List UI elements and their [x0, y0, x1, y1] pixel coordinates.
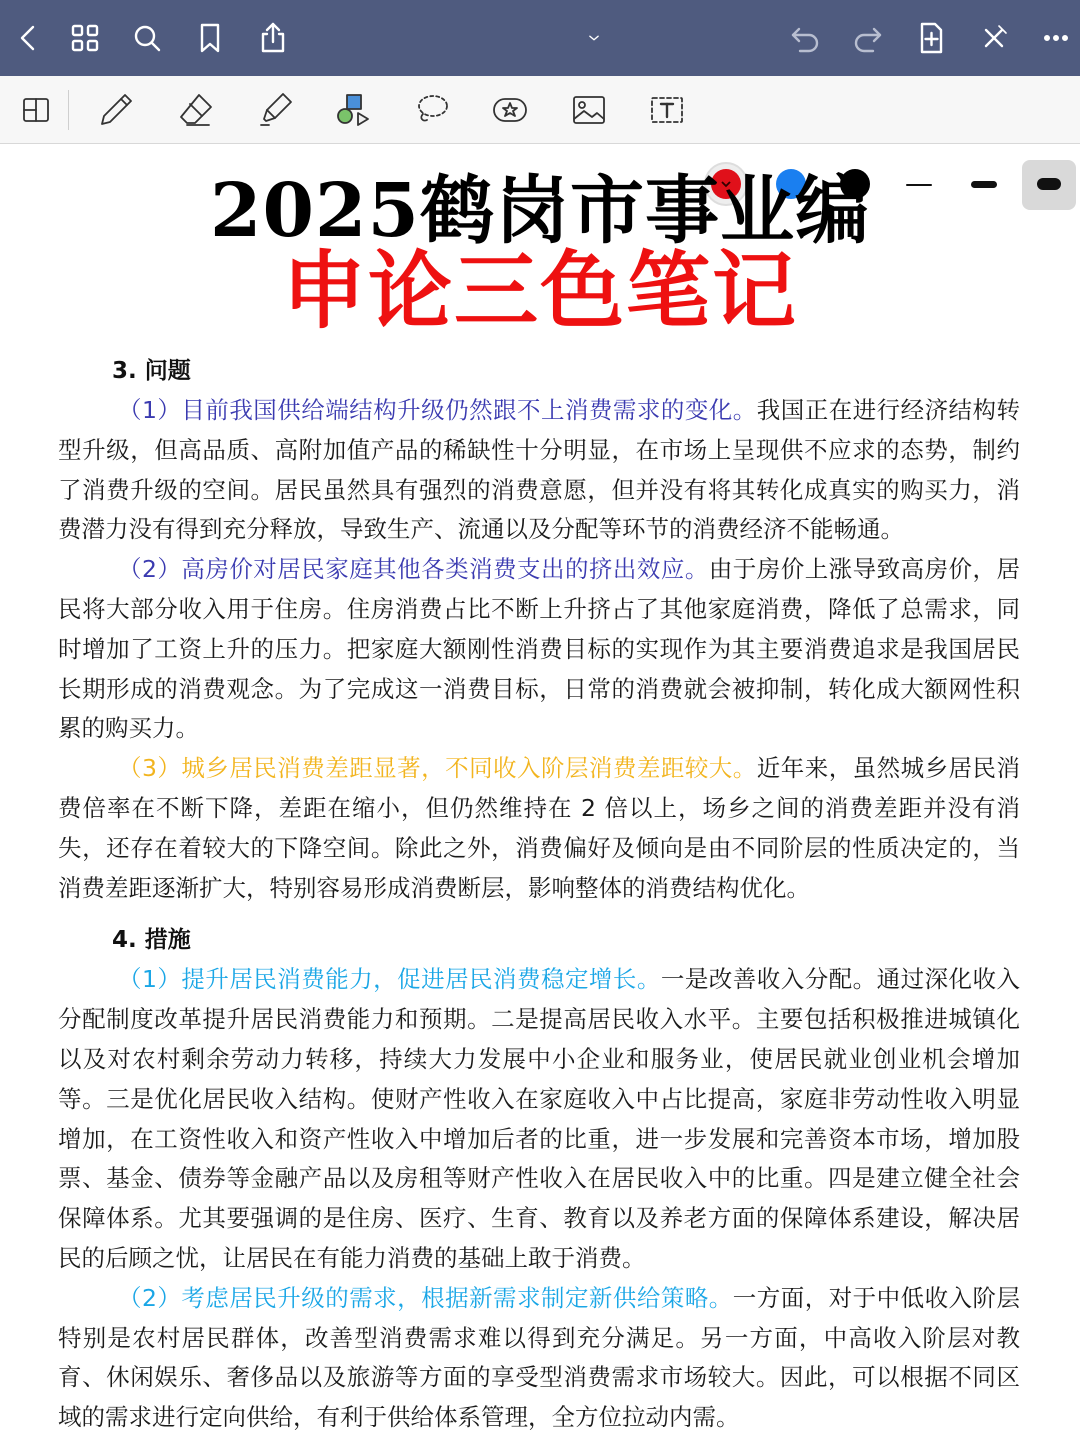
share-icon[interactable] — [245, 0, 301, 76]
section-3-paragraph-1 — [58, 391, 1020, 550]
more-icon[interactable] — [1028, 0, 1080, 76]
toolbar-divider — [68, 90, 69, 130]
paragraph-text: 由于房价上涨导致高房价，居民将大部分收入用于住房。住房消费占比不断上升挤占了其他家庭消费，降低了总需求，同时增加了工资上升的压力。把家庭大额刚性消费目标的实现作为其主要消费追求是我国居民长期形成的消费观念。为了完成这一消费目标，日常的消费就会被抑制，转化成大额网性积累的购买力。 — [58, 555, 1021, 743]
highlight-purple: （1）目前我国供给端结构升级仍然跟不上消费需求的变化。 — [118, 396, 757, 424]
redo-icon[interactable] — [840, 0, 896, 76]
back-icon[interactable] — [0, 0, 56, 76]
section-spacer — [58, 908, 1020, 920]
highlight-orange: （3）城乡居民消费差距显著，不同收入阶层消费差距较大。 — [118, 754, 757, 783]
add-page-icon[interactable] — [903, 0, 959, 76]
image-icon[interactable] — [559, 82, 619, 138]
top-navigation-bar — [0, 0, 1080, 76]
section-4-paragraph-1 — [58, 960, 1020, 1278]
highlight-cyan: （2）考虑居民升级的需求，根据新需求制定新供给策略。 — [118, 1283, 733, 1312]
notes-body — [58, 351, 1020, 1438]
section-4-heading: 4. 措施 — [112, 927, 191, 954]
pen-icon[interactable] — [86, 82, 146, 138]
drawing-toolbar — [0, 76, 1080, 144]
undo-icon[interactable] — [777, 0, 833, 76]
highlight-cyan: （1）提升居民消费能力，促进居民消费稳定增长。 — [118, 965, 661, 994]
title-line2: 申论三色笔记 — [281, 242, 798, 340]
paragraph-text: 一方面，对于中低收入阶层特别是农村居民群体，改善型消费需求难以得到充分满足。另一方面，中高收入阶层对教育、休闲娱乐、奢侈品以及旅游等方面的享受型消费需求市场较大。因此，可以根据不同区域的需求进行定向供给，有利于供给体系管理，全方位拉动内需。 — [58, 1283, 1020, 1432]
paragraph-text: 一是改善收入分配。通过深化收入分配制度改革提升居民消费能力和预期。二是提高居民收入水平。主要包括积极推进城镇化以及对农村剩余劳动力转移，持续大力发展中小企业和服务业，使居民就业创业机会增加等。三是优化居民收入结构。使财产性收入在家庭收入中占比提高，家庭非劳动性收入明显增加，在工资性收入和资产性收入中增加后者的比重，进一步发展和完善资本市场，增加股票、基金、债券等金融产品以及房租等财产性收入在居民收入中的比重。四是建立健全社会保障体系。尤其要强调的是住房、医疗、生育、教育以及养老方面的保障体系建设，解决居民的后顾之忧，让居民在有能力消费的基础上敢于消费。 — [58, 965, 1020, 1272]
section-4-paragraph-2 — [58, 1279, 1020, 1438]
document-page[interactable] — [0, 145, 1080, 1440]
bookmark-icon[interactable] — [182, 0, 238, 76]
section-3-heading: 3. 问题 — [112, 358, 191, 384]
text-icon[interactable] — [637, 82, 697, 138]
title-line1: 2025鹤岗市事业编 — [210, 168, 870, 254]
paragraph-text: 我国正在进行经济结构转型升级，但高品质、高附加值产品的稀缺性十分明显，在市场上呈现供不应求的态势，制约了消费升级的空间。居民虽然具有强烈的消费意愿，但并没有将其转化成真实的购买力，消费潜力没有得到充分释放，导致生产、流通以及分配等环节的消费经济不能畅通。 — [58, 396, 1021, 544]
section-3-paragraph-2 — [58, 550, 1020, 749]
chevron-down-icon[interactable] — [566, 0, 622, 76]
paragraph-text: 近年来，虽然城乡居民消费倍率在不断下降，差距在缩小，但仍然维持在 2 倍以上，场乡之间的消费差距并没有消失，还存在着较大的下降空间。除此之外，消费偏好及倾向是由不同阶层的性质决定的，当消费差距逐渐扩大，特别容易形成消费断层，影响整体的消费结构优化。 — [58, 754, 1021, 902]
search-icon[interactable] — [119, 0, 175, 76]
eraser-icon[interactable] — [166, 82, 226, 138]
shapes-icon[interactable] — [323, 82, 383, 138]
page-mode-icon[interactable] — [6, 82, 66, 138]
close-icon[interactable] — [966, 0, 1022, 76]
section-3-paragraph-3 — [58, 749, 1020, 908]
lasso-icon[interactable] — [402, 82, 462, 138]
sticker-icon[interactable] — [480, 82, 540, 138]
highlighter-icon[interactable] — [246, 82, 306, 138]
highlight-purple: （2）高房价对居民家庭其他各类消费支出的挤出效应。 — [118, 555, 709, 584]
grid-icon[interactable] — [57, 0, 113, 76]
